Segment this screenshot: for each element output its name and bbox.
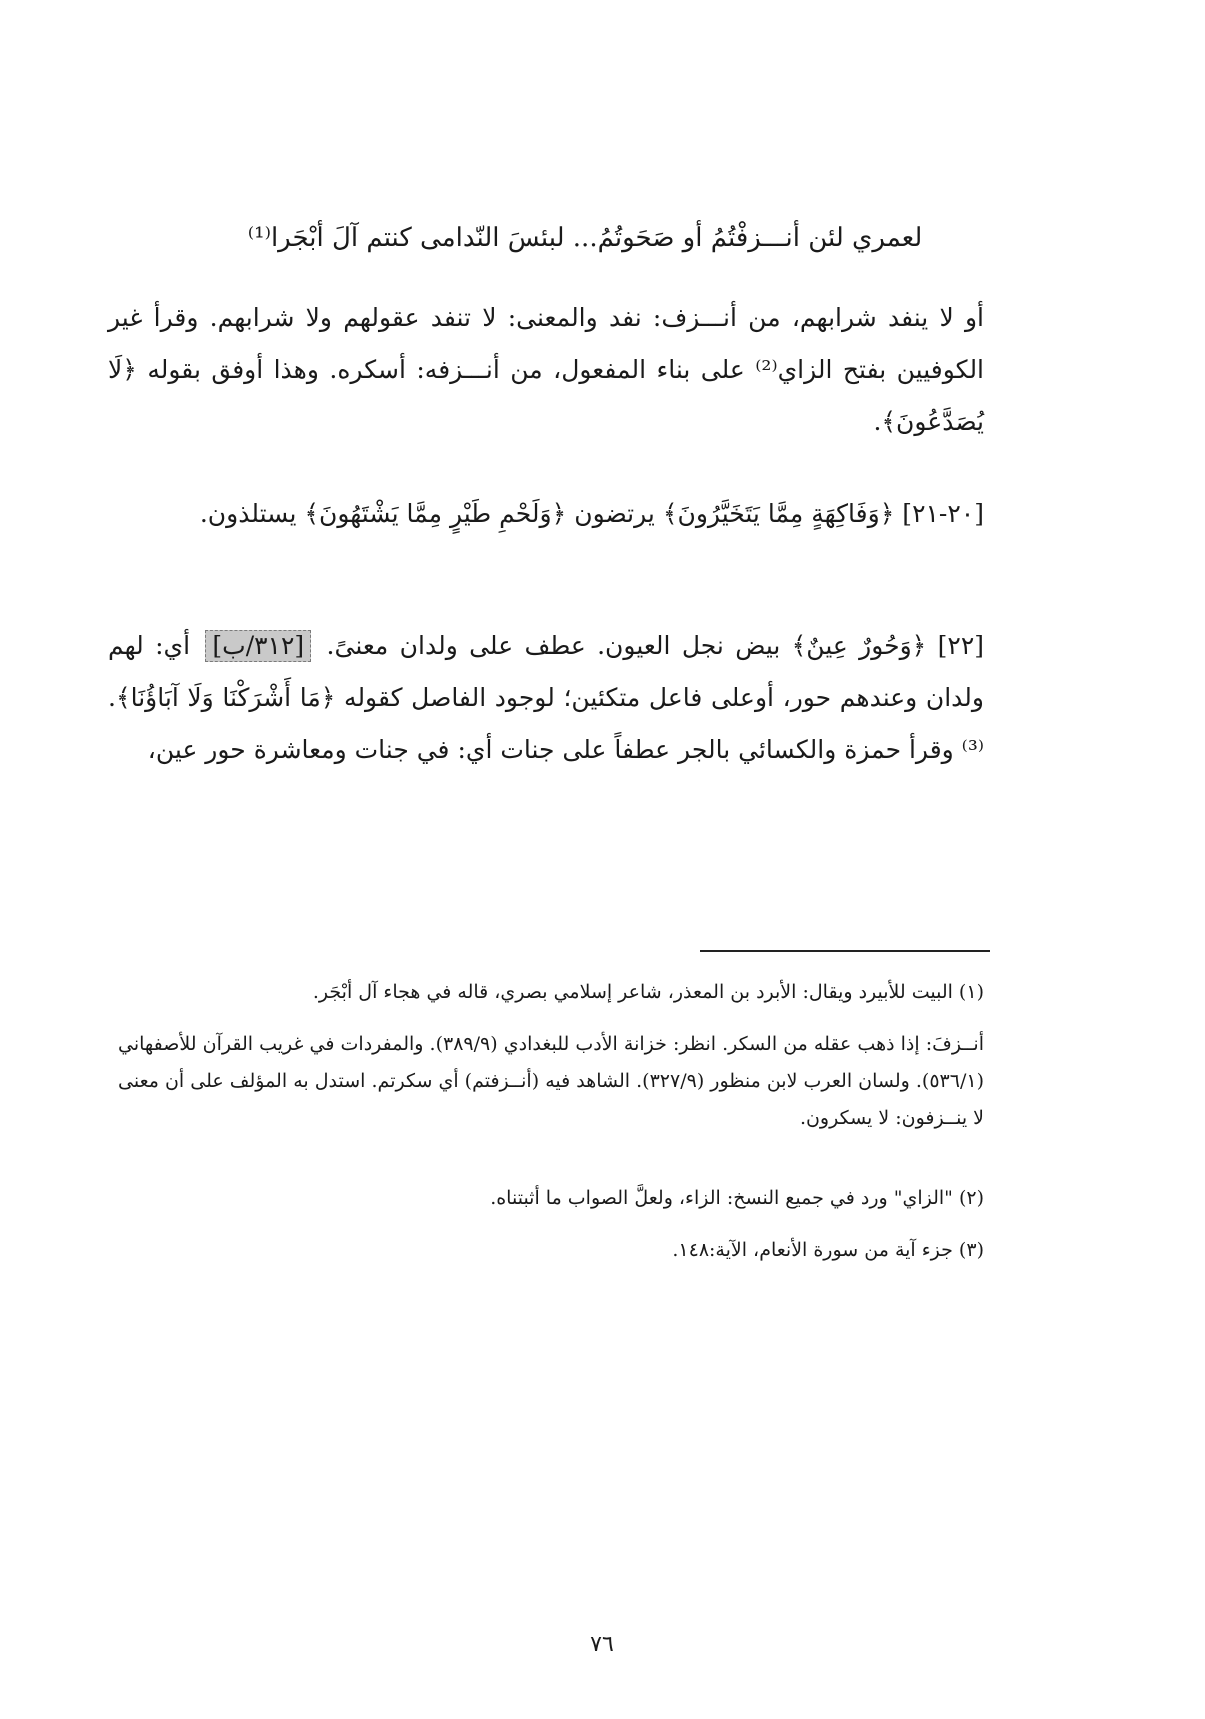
manuscript-folio-badge: [٣١٢/ب] (205, 630, 311, 662)
page-number: ٧٦ (590, 1632, 614, 1657)
footnote-separator (700, 950, 990, 952)
footnote-2: (٢) "الزاي" ورد في جميع النسخ: الزاء، ولعلَّ الصواب ما أثبتناه. (490, 1187, 984, 1209)
paragraph-3-end: أي: لهم ولدان وعندهم حور، أوعلى فاعل متكئين؛ لوجود الفاصل كقوله ﴿مَا أَشْرَكْنَا وَلَا آبَاؤُنَا﴾.⁽³⁾ وقرأ حمزة والكسائي بالجر عطفاً على جنات أي: في جنات ومعاشرة حور عين، (108, 631, 984, 764)
footnote-1: (١) البيت للأبيرد ويقال: الأبرد بن المعذر، شاعر إسلامي بصري، قاله في هجاء آل أبْجَر. (312, 981, 984, 1003)
footnote-3: (٣) جزء آية من سورة الأنعام، الآية:١٤٨. (672, 1239, 984, 1261)
paragraph-3-start: [٢٢] ﴿وَحُورٌ عِينٌ﴾ بيض نجل العيون. عطف على ولدان معنىً. (326, 631, 985, 660)
paragraph-3 (108, 620, 984, 776)
paragraph-2: [٢٠-٢١] ﴿وَفَاكِهَةٍ مِمَّا يَتَخَيَّرُونَ﴾ يرتضون ﴿وَلَحْمِ طَيْرٍ مِمَّا يَشْتَهُونَ﴾ يستلذون. (199, 499, 984, 528)
poetry-verse: لعمري لئن أنـــزفْتُمُ أو صَحَوتُمُ... لبئسَ النّدامى كنتم آلَ أبْجَرا⁽¹⁾ (247, 223, 923, 253)
paragraph-1: أو لا ينفد شرابهم، من أنـــزف: نفد والمعنى: لا تنفد عقولهم ولا شرابهم. وقرأ غير الكوفيين بفتح الزاي⁽²⁾ على بناء المفعول، من أنـــزفه: أسكره. وهذا أوفق بقوله ﴿لَا يُصَدَّعُونَ﴾. (108, 303, 985, 436)
footnote-1-continued: أنــزفَ: إذا ذهب عقله من السكر. انظر: خزانة الأدب للبغدادي (٣٨٩/٩). والمفردات في غريب القرآن للأصفهاني (٥٣٦/١). ولسان العرب لابن منظور (٣٢٧/٩). الشاهد فيه (أنــزفتم) أي سكرتم. استدل به المؤلف على أن معنى لا ينــزفون: لا يسكرون. (118, 1033, 985, 1129)
